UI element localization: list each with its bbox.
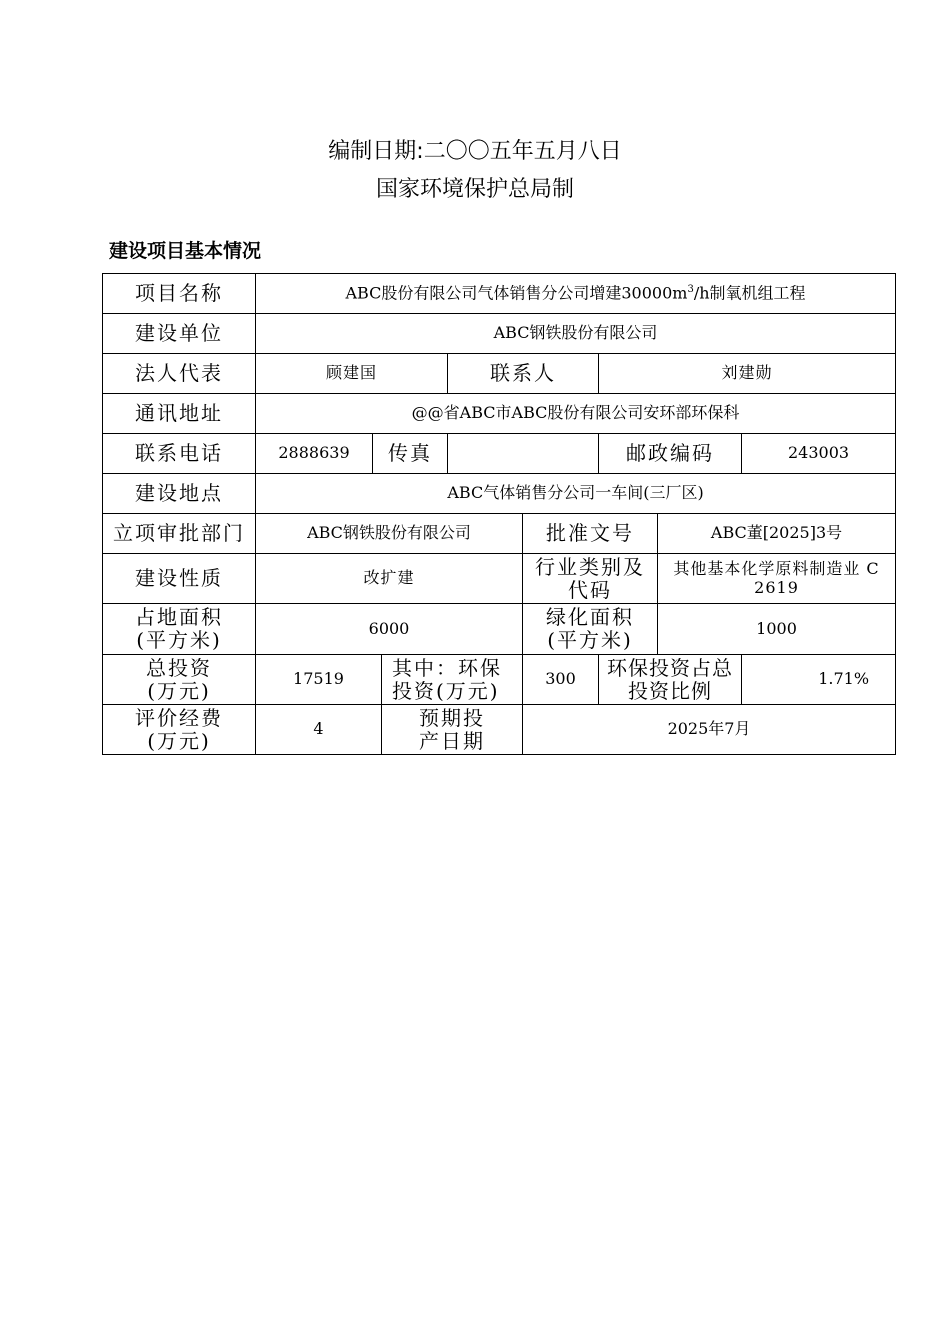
table-row <box>103 554 896 604</box>
table-row <box>103 514 896 554</box>
table-row <box>103 274 896 314</box>
address-label: 通讯地址 <box>103 394 256 434</box>
postcode-label: 邮政编码 <box>599 434 742 474</box>
eval-fee-value: 4 <box>256 705 382 755</box>
fax-value <box>448 434 599 474</box>
postcode-value: 243003 <box>742 434 896 474</box>
nature-label: 建设性质 <box>103 554 256 604</box>
industry-label: 行业类别及代码 <box>523 554 658 604</box>
issuing-agency: 国家环境保护总局制 <box>375 177 574 202</box>
phone-label: 联系电话 <box>103 434 256 474</box>
project-name-label: 项目名称 <box>103 274 256 314</box>
construction-unit-label: 建设单位 <box>103 314 256 354</box>
table-row <box>103 655 896 705</box>
expected-date-label: 预期投产日期 <box>382 705 523 755</box>
env-ratio-value: 1.71% <box>742 655 896 705</box>
env-invest-label: 其中：环保投资(万元) <box>382 655 523 705</box>
table-row <box>103 354 896 394</box>
total-invest-label: 总投资(万元) <box>103 655 256 705</box>
compile-date: 编制日期:二〇〇五年五月八日 <box>328 139 622 164</box>
table-row <box>103 394 896 434</box>
project-name-value: ABC股份有限公司气体销售分公司增建$30000m^3/h$制氧机组工程 <box>256 274 896 314</box>
table-row <box>103 705 896 755</box>
area-label: 占地面积(平方米) <box>103 604 256 655</box>
table-row <box>103 434 896 474</box>
eval-fee-label: 评价经费(万元) <box>103 705 256 755</box>
legal-rep-label: 法人代表 <box>103 354 256 394</box>
approval-dept-value: ABC钢铁股份有限公司 <box>256 514 523 554</box>
approval-dept-label: 立项审批部门 <box>103 514 256 554</box>
industry-value: 其他基本化学原料制造业 C 2619 <box>658 554 896 604</box>
table-row <box>103 604 896 655</box>
env-invest-value: 300 <box>523 655 599 705</box>
contact-value: 刘建勋 <box>599 354 896 394</box>
address-value: @@省ABC市ABC股份有限公司安环部环保科 <box>256 394 896 434</box>
fax-label: 传真 <box>373 434 448 474</box>
site-label: 建设地点 <box>103 474 256 514</box>
project-info-table <box>102 273 896 755</box>
approval-no-label: 批准文号 <box>523 514 658 554</box>
table-row <box>103 474 896 514</box>
nature-value: 改扩建 <box>256 554 523 604</box>
legal-rep-value: 顾建国 <box>256 354 448 394</box>
approval-no-value: ABC董[2025]3号 <box>658 514 896 554</box>
green-area-value: 1000 <box>658 604 896 655</box>
table-row <box>103 314 896 354</box>
green-area-label: 绿化面积(平方米) <box>523 604 658 655</box>
phone-value: 2888639 <box>256 434 373 474</box>
total-invest-value: 17519 <box>256 655 382 705</box>
env-ratio-label: 环保投资占总投资比例 <box>599 655 742 705</box>
section-title: 建设项目基本情况 <box>109 240 262 262</box>
area-value: 6000 <box>256 604 523 655</box>
contact-label: 联系人 <box>448 354 599 394</box>
site-value: ABC气体销售分公司一车间(三厂区) <box>256 474 896 514</box>
construction-unit-value: ABC钢铁股份有限公司 <box>256 314 896 354</box>
expected-date-value: 2025年7月 <box>523 705 896 755</box>
